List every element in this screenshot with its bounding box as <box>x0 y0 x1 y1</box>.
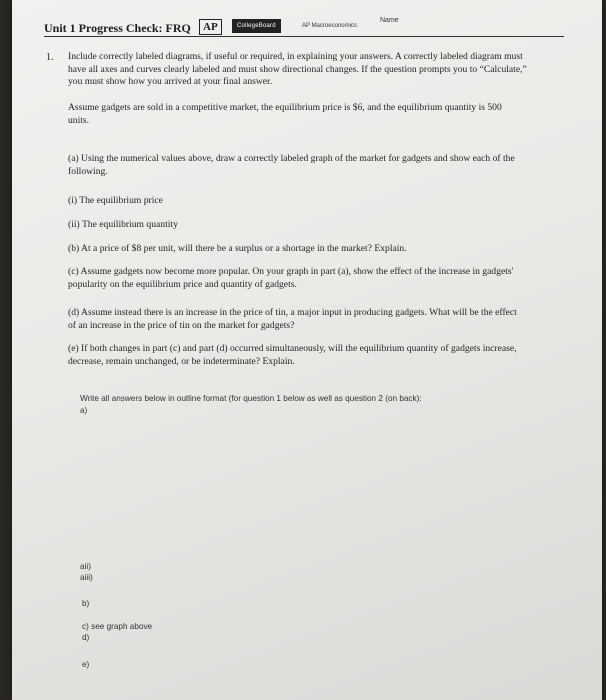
answer-instruction: Write all answers below in outline format (for question 1 below as well as question 2 (on back): <box>80 394 422 403</box>
question-assumption: Assume gadgets are sold in a competitive market, the equilibrium price is $6, and the equilibrium quantity is 500 units. <box>68 102 502 126</box>
question-part-b: (b) At a price of $8 per unit, will there be a surplus or a shortage in the market? Explain. <box>68 243 407 254</box>
question-part-a-ii: (ii) The equilibrium quantity <box>68 219 178 230</box>
ap-logo: AP <box>199 19 222 35</box>
answer-label-c: c) see graph above <box>82 622 153 631</box>
answer-label-d: d) <box>82 633 90 642</box>
page-title: Unit 1 Progress Check: FRQ <box>44 21 191 35</box>
question-part-d: (d) Assume instead there is an increase in the price of tin, a major input in producing gadgets. What will be the effect of an increase in the price of tin on the market for gadgets? <box>68 307 517 331</box>
collegeboard-logo: CollegeBoard <box>232 19 281 33</box>
course-name: AP Macroeconomics <box>302 23 357 29</box>
answer-label-e: e) <box>82 660 90 669</box>
answer-label-aii: aii) <box>80 562 91 571</box>
answer-label-a: a) <box>80 406 88 415</box>
worksheet-header <box>44 14 564 37</box>
question-part-a-i: (i) The equilibrium price <box>68 195 163 206</box>
worksheet-page <box>12 0 602 700</box>
question-part-a: (a) Using the numerical values above, draw a correctly labeled graph of the market for gadgets and show each of the following. <box>68 153 515 177</box>
name-label: Name <box>380 17 399 24</box>
question-part-c: (c) Assume gadgets now become more popular. On your graph in part (a), show the effect of the increase in gadgets' popularity on the equilibrium price and quantity of gadgets. <box>68 266 514 290</box>
answer-label-aiii: aiii) <box>80 573 93 582</box>
question-part-e: (e) If both changes in part (c) and part (d) occurred simultaneously, will the equilibrium quantity of gadgets increase, decrease, remain unchanged, or be indeterminate? Explain. <box>68 343 517 367</box>
question-number: 1. <box>46 52 54 63</box>
question-intro: Include correctly labeled diagrams, if useful or required, in explaining your answers. A correctly labeled diagram must have all axes and curves clearly labeled and must show directional changes. If the question prompts you to “Calculate,” you must show how you arrived at your final answer. <box>68 51 527 88</box>
answer-label-b: b) <box>82 599 90 608</box>
